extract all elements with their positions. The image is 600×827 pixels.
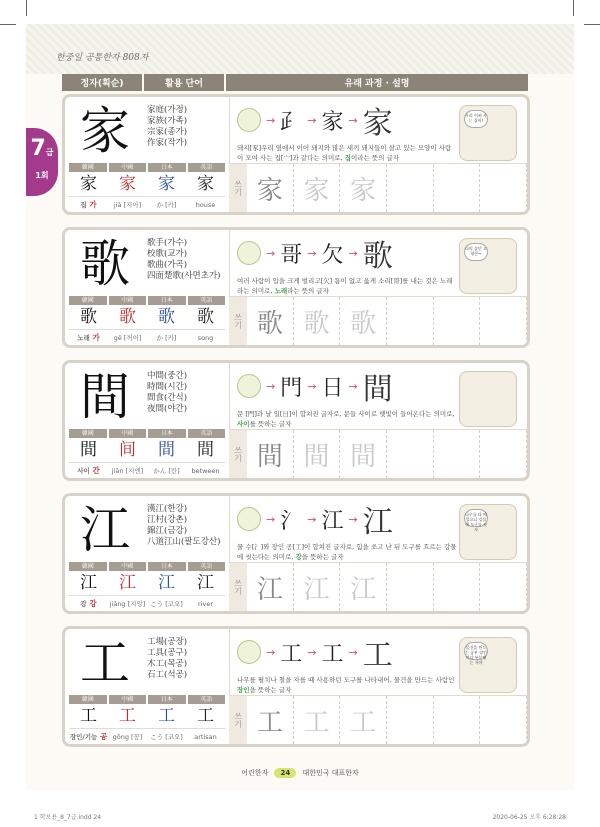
glyph-variant: 歌 [80, 307, 97, 327]
usage-word: 校歌(교가) [147, 249, 188, 259]
hanja-character: 江 [80, 501, 130, 559]
evolution-form: 工 [362, 638, 393, 673]
origin-picture-icon [237, 241, 261, 265]
usage-word: 夜間(야간) [147, 404, 188, 414]
glyph-variants [69, 173, 225, 195]
writing-practice-row [229, 296, 527, 345]
cartoon-illustration [459, 637, 517, 693]
language-label: 韓國 [69, 429, 107, 438]
cartoon-illustration [459, 238, 517, 294]
usage-word: 中間(중간) [147, 371, 188, 381]
practice-cell[interactable] [434, 164, 481, 212]
page-footer [0, 768, 600, 778]
readings [69, 728, 225, 744]
usage-word: 工場(공장) [147, 637, 188, 647]
reading-japanese: こう [코오] [150, 600, 183, 608]
language-label: 中國 [109, 695, 147, 704]
evolution-row [237, 236, 393, 274]
glyph-variant: 工 [119, 706, 136, 726]
language-label: 英語 [188, 695, 226, 704]
glyph-variant: 江 [158, 573, 175, 593]
reading-chinese: jiā [지아] [113, 201, 142, 209]
crop-mark [584, 24, 600, 25]
glyph-variant: 家 [197, 174, 214, 194]
arrow-icon: → [266, 379, 276, 393]
hanja-character: 間 [80, 368, 130, 426]
usage-word: 江村(강촌) [147, 515, 188, 525]
glyph-variant: 江 [197, 573, 214, 593]
glyph-variant: 間 [197, 440, 214, 460]
usage-word: 石工(석공) [147, 670, 188, 680]
readings [69, 595, 225, 611]
writing-practice-row [229, 695, 527, 744]
session-label: 1회 [35, 171, 49, 180]
arrow-icon: → [348, 645, 358, 659]
reading-chinese: gē [꺼어] [113, 334, 142, 342]
practice-cell[interactable]: 間 [340, 430, 387, 478]
grade-tab [26, 128, 58, 196]
writing-practice-row [229, 163, 527, 212]
practice-cell[interactable]: 家 [294, 164, 341, 212]
evolution-form: 工 [321, 641, 344, 667]
grade-number: 7급 [30, 136, 54, 161]
usage-word: 家庭(가정) [147, 105, 188, 115]
usage-word: 歌曲(가곡) [147, 260, 188, 270]
footer-right: 대한민국 대표한자 [302, 769, 359, 777]
language-label: 日本 [148, 695, 186, 704]
usage-word: 錦江(금강) [147, 526, 188, 536]
hanja-character: 家 [80, 102, 130, 160]
glyph-variant: 江 [119, 573, 136, 593]
language-label: 中國 [109, 163, 147, 172]
practice-cell[interactable] [480, 696, 527, 744]
slug-date: 2020-06-25 오후 6:28:28 [492, 814, 566, 821]
glyph-variant: 家 [119, 174, 136, 194]
glyph-variants [69, 439, 225, 461]
usage-word-list [147, 637, 227, 681]
evolution-form: ⺪ [280, 109, 303, 135]
practice-cell[interactable] [387, 430, 434, 478]
readings [69, 329, 225, 345]
glyph-variants [69, 572, 225, 594]
speech-bubble: 우리 어쩌 사는 집이! [464, 110, 488, 128]
reading-korean: 강 강 [80, 599, 97, 608]
glyph-variant: 家 [158, 174, 175, 194]
reading-japanese: か [카] [156, 201, 177, 209]
top-band [26, 24, 574, 74]
page-number: 24 [274, 768, 296, 778]
origin-picture-icon [237, 507, 261, 531]
language-label: 韓國 [69, 296, 107, 305]
speech-bubble: 나무를 다 베었으니 강물에 도구를 씻자 [464, 509, 488, 527]
practice-cell[interactable] [434, 430, 481, 478]
language-label: 日本 [148, 562, 186, 571]
origin-description: 나무를 펼치나 철을 자를 때 사용하던 도구를 나타내어, 물건을 만드는 사람인 장인을 뜻하는 글자 [237, 676, 455, 694]
arrow-icon: → [266, 512, 276, 526]
evolution-form: 工 [280, 641, 303, 667]
practice-cell[interactable]: 工 [247, 696, 294, 744]
reading-english: song [197, 334, 214, 342]
speech-bubble: 나의 살던 고향은~ [464, 243, 488, 261]
cartoon-illustration [459, 504, 517, 560]
hanja-character: 工 [80, 634, 130, 692]
arrow-icon: → [266, 645, 276, 659]
reading-korean: 장인/기능 공 [69, 732, 108, 741]
writing-practice-row [229, 429, 527, 478]
origin-picture-icon [237, 108, 261, 132]
crop-mark [573, 0, 574, 16]
evolution-row [237, 502, 393, 540]
language-label: 日本 [148, 163, 186, 172]
hanja-card [62, 94, 530, 215]
write-label: 쓰기 [229, 563, 247, 611]
practice-cell[interactable]: 家 [340, 164, 387, 212]
hanja-character: 歌 [80, 235, 130, 293]
usage-word: 宗家(종가) [147, 127, 188, 137]
hanja-card [62, 626, 530, 747]
language-label: 中國 [109, 429, 147, 438]
reading-chinese: jiāng [지앙] [109, 600, 146, 608]
usage-word-list [147, 105, 227, 149]
reading-korean: 집 가 [80, 200, 97, 209]
practice-cell[interactable]: 歌 [294, 297, 341, 345]
evolution-form: 歌 [362, 239, 393, 274]
practice-cell[interactable] [434, 696, 481, 744]
reading-korean: 노래 가 [77, 333, 100, 342]
arrow-icon: → [307, 246, 317, 260]
evolution-form: 間 [362, 372, 393, 407]
language-label: 韓國 [69, 562, 107, 571]
practice-cell[interactable] [480, 430, 527, 478]
evolution-form: 欠 [321, 242, 344, 268]
usage-word-list [147, 238, 227, 282]
glyph-variant: 工 [80, 706, 97, 726]
practice-cell[interactable]: 歌 [247, 297, 294, 345]
usage-word-list [147, 371, 227, 415]
origin-picture-icon [237, 374, 261, 398]
practice-cell[interactable] [480, 297, 527, 345]
usage-word: 木工(목공) [147, 659, 188, 669]
glyph-variant: 間 [80, 440, 97, 460]
usage-word: 作家(작가) [147, 138, 188, 148]
hanja-card [62, 227, 530, 348]
practice-cell[interactable]: 工 [340, 696, 387, 744]
reading-english: artisan [194, 733, 217, 741]
language-labels [69, 695, 225, 704]
glyph-variant: 歌 [197, 307, 214, 327]
glyph-variant: 歌 [158, 307, 175, 327]
crop-mark [0, 24, 16, 25]
reading-korean: 사이 간 [77, 466, 100, 475]
language-label: 日本 [148, 296, 186, 305]
evolution-row [237, 635, 393, 673]
evolution-form: 哥 [280, 242, 303, 268]
readings [69, 196, 225, 212]
language-label: 英語 [188, 562, 226, 571]
column-header [62, 74, 530, 91]
footer-left: 어린한자 [241, 769, 269, 777]
hanja-card [62, 360, 530, 481]
evolution-form: 日 [321, 375, 344, 401]
practice-cell[interactable] [480, 164, 527, 212]
usage-word: 時間(시간) [147, 382, 188, 392]
language-label: 日本 [148, 429, 186, 438]
arrow-icon: → [307, 645, 317, 659]
write-label: 쓰기 [229, 297, 247, 345]
reading-english: between [191, 467, 220, 475]
language-label: 中國 [109, 562, 147, 571]
header-origin: 유래 과정 · 설명 [226, 74, 530, 91]
practice-cell[interactable]: 江 [247, 563, 294, 611]
usage-word: 間食(간식) [147, 393, 188, 403]
glyph-variant: 工 [197, 706, 214, 726]
language-label: 韓國 [69, 163, 107, 172]
practice-cell[interactable] [387, 563, 434, 611]
writing-practice-row [229, 562, 527, 611]
language-labels [69, 429, 225, 438]
practice-cell[interactable]: 家 [247, 164, 294, 212]
cartoon-illustration [459, 371, 517, 427]
evolution-form: 門 [280, 375, 303, 401]
glyph-variant: 间 [119, 440, 136, 460]
arrow-icon: → [307, 379, 317, 393]
practice-cell[interactable] [480, 563, 527, 611]
arrow-icon: → [348, 379, 358, 393]
practice-cell[interactable] [434, 563, 481, 611]
reading-english: river [198, 600, 213, 608]
origin-description: 돼지[豕]우리 옆에서 이어 돼지와 많은 새끼 돼지들이 살고 있는 모양이 사람이 모여 사는 집[宀]과 같다는 의미로, 집이라는 뜻의 글자 [237, 144, 452, 162]
language-labels [69, 296, 225, 305]
evolution-row [237, 103, 393, 141]
hanja-card [62, 493, 530, 614]
usage-word: 工具(공구) [147, 648, 188, 658]
write-label: 쓰기 [229, 696, 247, 744]
glyph-variant: 江 [80, 573, 97, 593]
practice-cell[interactable] [387, 164, 434, 212]
evolution-form: 家 [321, 109, 344, 135]
usage-word-list [147, 504, 227, 548]
origin-picture-icon [237, 640, 261, 664]
language-label: 英語 [188, 429, 226, 438]
arrow-icon: → [307, 113, 317, 127]
practice-cell[interactable] [387, 696, 434, 744]
practice-cell[interactable]: 江 [294, 563, 341, 611]
reading-japanese: か [카] [156, 334, 177, 342]
readings [69, 462, 225, 478]
language-label: 韓國 [69, 695, 107, 704]
origin-description: 여러 사람이 입을 크게 벌리고[欠] 틈이 없고 옳게 소리[哥]를 내는 것은 노래라는 의미로, 노래라는 뜻의 글자 [237, 277, 453, 295]
practice-cell[interactable]: 歌 [340, 297, 387, 345]
glyph-variant: 家 [80, 174, 97, 194]
usage-word: 四面楚歌(사면초가) [147, 271, 221, 281]
slug-file: 1 학보용_8_7급.indd 24 [34, 814, 102, 821]
language-label: 英語 [188, 296, 226, 305]
practice-cell[interactable]: 工 [294, 696, 341, 744]
evolution-form: 江 [362, 505, 393, 540]
practice-cell[interactable]: 間 [294, 430, 341, 478]
usage-word: 八道江山(팔도강산) [147, 537, 221, 547]
origin-description: 물 수[氵]와 장인 공[工]이 합쳐진 글자로, 힘을 쏘고 난 뒤 도구를 흐르는 강물에 씻는다는 의미로, 강을 뜻하는 글자 [237, 543, 457, 561]
language-label: 中國 [109, 296, 147, 305]
practice-cell[interactable] [387, 297, 434, 345]
evolution-form: 氵 [280, 508, 303, 534]
language-labels [69, 562, 225, 571]
origin-description: 문 [門]과 날 일[日]이 합쳐진 글자로, 문들 사이로 햇빛이 들어온다는 의미로, 사이를 뜻하는 글자 [237, 410, 455, 428]
arrow-icon: → [266, 113, 276, 127]
reading-english: house [195, 201, 216, 209]
practice-cell[interactable]: 間 [247, 430, 294, 478]
reading-japanese: かん [칸] [153, 467, 180, 475]
page-series-title: 한중일 공통한자 808자 [56, 53, 149, 63]
usage-word: 歌手(가수) [147, 238, 188, 248]
language-labels [69, 163, 225, 172]
arrow-icon: → [266, 246, 276, 260]
glyph-variant: 工 [158, 706, 175, 726]
usage-word: 家族(가족) [147, 116, 188, 126]
crop-mark [26, 0, 27, 16]
arrow-icon: → [348, 512, 358, 526]
reading-japanese: こう [코오] [150, 733, 183, 741]
evolution-form: 江 [321, 508, 344, 534]
reading-chinese: jiān [지엔] [111, 467, 144, 475]
practice-cell[interactable] [434, 297, 481, 345]
language-label: 英語 [188, 163, 226, 172]
cartoon-illustration [459, 105, 517, 161]
usage-word: 漢江(한강) [147, 504, 188, 514]
arrow-icon: → [348, 113, 358, 127]
header-stroke-order: 정자(획순) [62, 74, 144, 91]
glyph-variants [69, 705, 225, 727]
evolution-row [237, 369, 393, 407]
evolution-form: 家 [362, 106, 393, 141]
glyph-variant: 間 [158, 440, 175, 460]
write-label: 쓰기 [229, 430, 247, 478]
speech-bubble: 물건을 만드는 공부 장인이다 부분해는 거야 [464, 642, 488, 660]
arrow-icon: → [307, 512, 317, 526]
practice-cell[interactable]: 江 [340, 563, 387, 611]
header-usage-words: 활용 단어 [144, 74, 226, 91]
glyph-variant: 歌 [119, 307, 136, 327]
glyph-variants [69, 306, 225, 328]
arrow-icon: → [348, 246, 358, 260]
reading-chinese: gōng [꽁] [112, 733, 143, 741]
write-label: 쓰기 [229, 164, 247, 212]
